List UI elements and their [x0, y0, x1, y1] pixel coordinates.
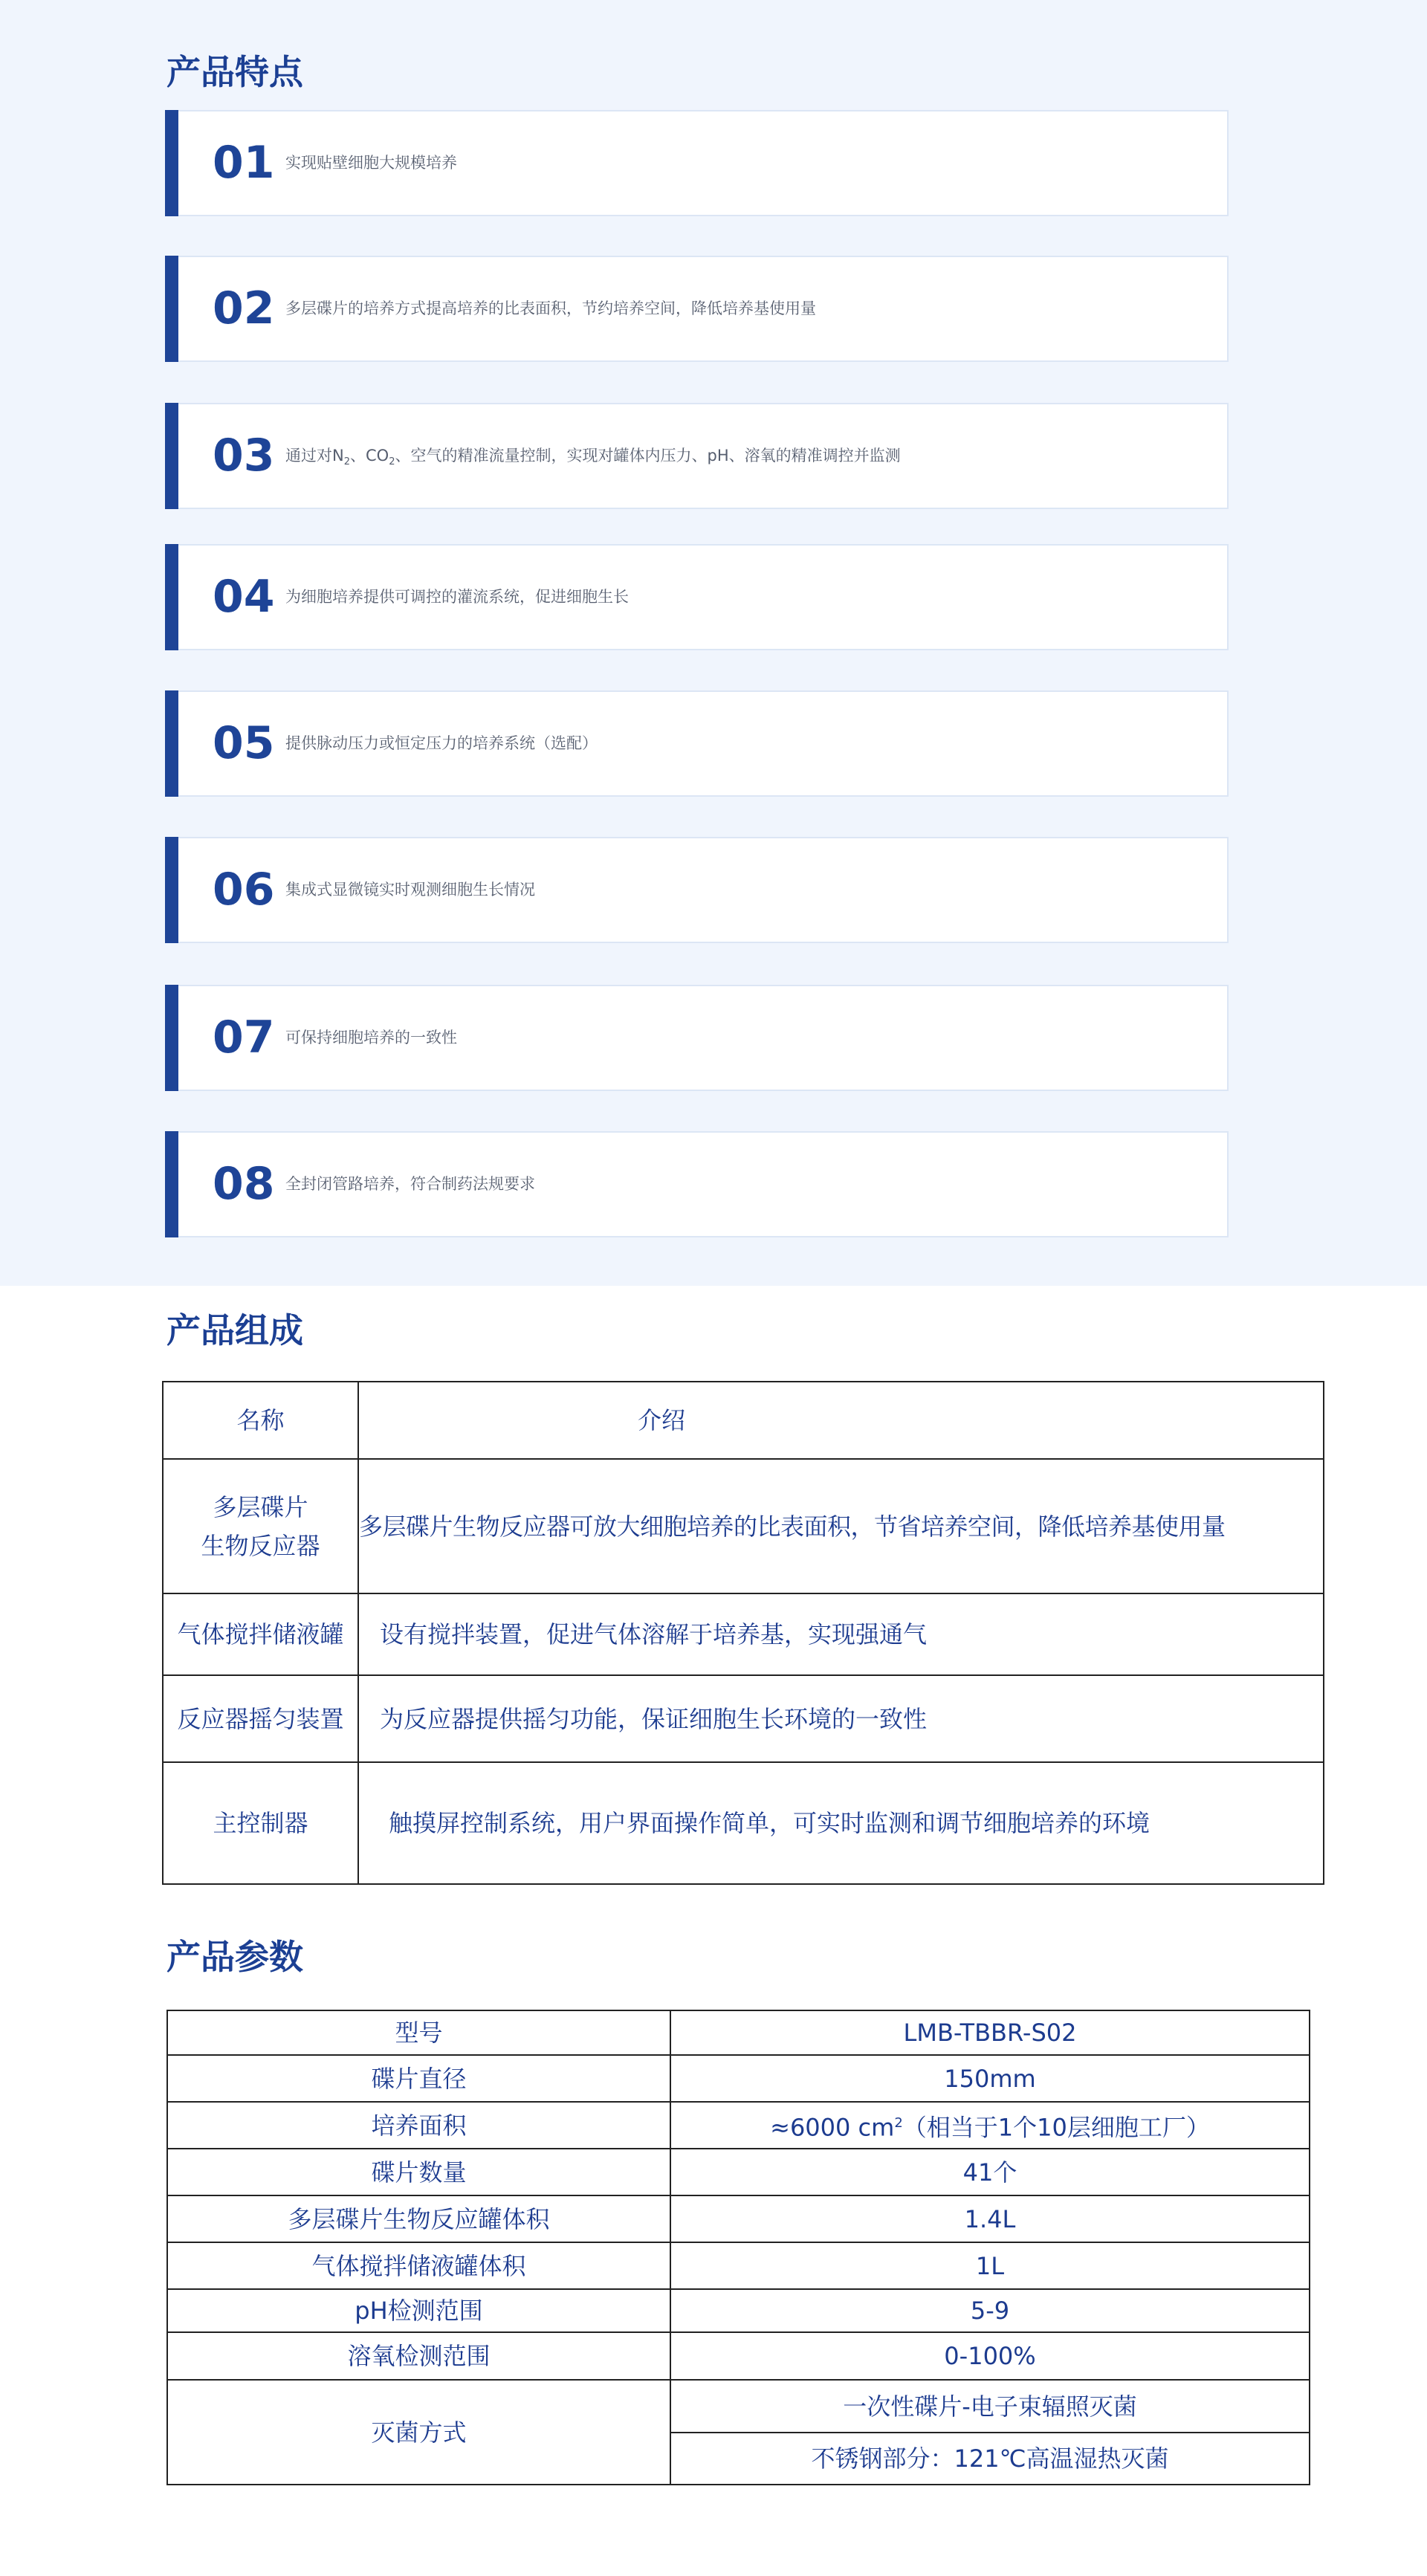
param-value: 0-100%: [670, 2332, 1310, 2380]
feature-card-08: [165, 1131, 1229, 1237]
component-intro: 设有搅拌装置，促进气体溶解于培养基，实现强通气: [358, 1593, 1324, 1675]
component-name: [163, 1459, 358, 1593]
component-name: 主控制器: [163, 1762, 358, 1884]
feature-card-07: [165, 985, 1229, 1091]
feature-card-04: [165, 544, 1229, 650]
table-row: [167, 2102, 1310, 2149]
component-intro: 触摸屏控制系统，用户界面操作简单，可实时监测和调节细胞培养的环境: [358, 1762, 1324, 1884]
params-table: [166, 2010, 1310, 2485]
feature-accent-bar: [165, 985, 178, 1091]
table-row: [163, 1675, 1324, 1762]
feature-text: 可保持细胞培养的一致性: [285, 1029, 457, 1046]
component-name: 反应器摇匀装置: [163, 1675, 358, 1762]
composition-table: [162, 1381, 1324, 1885]
param-label: 碟片数量: [167, 2149, 670, 2195]
feature-card-05: [165, 690, 1229, 797]
feature-card-02: [165, 256, 1229, 362]
feature-number: 06: [213, 864, 275, 916]
table-row: [167, 2195, 1310, 2242]
component-name-line: 多层碟片: [213, 1492, 308, 1521]
feature-text: 多层碟片的培养方式提高培养的比表面积，节约培养空间，降低培养基使用量: [285, 300, 816, 317]
feature-accent-bar: [165, 256, 178, 362]
feature-accent-bar: [165, 690, 178, 797]
param-label: pH检测范围: [167, 2289, 670, 2332]
feature-text-part: 、CO: [350, 447, 389, 465]
header-intro: 介绍: [358, 1382, 1324, 1459]
param-value: [670, 2102, 1310, 2149]
feature-accent-bar: [165, 403, 178, 509]
table-row: [167, 2380, 1310, 2433]
composition-title: 产品组成: [166, 1310, 303, 1350]
component-name-line: 生物反应器: [201, 1531, 320, 1560]
param-label: 多层碟片生物反应罐体积: [167, 2195, 670, 2242]
feature-number: 07: [213, 1012, 275, 1064]
param-value: 不锈钢部分：121℃高温湿热灭菌: [670, 2433, 1310, 2485]
feature-card-03: [165, 403, 1229, 509]
feature-card-06: [165, 837, 1229, 943]
param-label: 溶氧检测范围: [167, 2332, 670, 2380]
param-value-part: （相当于1个10层细胞工厂）: [902, 2113, 1210, 2142]
feature-accent-bar: [165, 1131, 178, 1237]
feature-accent-bar: [165, 837, 178, 943]
param-value: LMB-TBBR-S02: [670, 2010, 1310, 2055]
feature-number: 03: [213, 430, 275, 482]
superscript: 2: [894, 2114, 903, 2131]
table-row: [163, 1593, 1324, 1675]
feature-text-part: 通过对N: [285, 447, 344, 465]
component-intro: 多层碟片生物反应器可放大细胞培养的比表面积，节省培养空间，降低培养基使用量: [358, 1459, 1324, 1593]
param-label: 灭菌方式: [167, 2380, 670, 2485]
subscript: 2: [343, 456, 350, 468]
table-row: [163, 1762, 1324, 1884]
feature-text: [285, 404, 901, 508]
feature-number: 08: [213, 1158, 275, 1210]
feature-accent-bar: [165, 110, 178, 216]
param-label: 气体搅拌储液罐体积: [167, 2242, 670, 2289]
param-value-part: ≈6000 cm: [770, 2113, 895, 2142]
feature-accent-bar: [165, 544, 178, 650]
table-row: [167, 2055, 1310, 2102]
feature-text: 全封闭管路培养，符合制药法规要求: [285, 1175, 535, 1193]
feature-number: 05: [213, 717, 275, 769]
table-row: [163, 1459, 1324, 1593]
param-label: 培养面积: [167, 2102, 670, 2149]
params-title: 产品参数: [166, 1937, 303, 1977]
param-value: 150mm: [670, 2055, 1310, 2102]
param-label: 型号: [167, 2010, 670, 2055]
table-row: [167, 2149, 1310, 2195]
component-intro: 为反应器提供摇匀功能，保证细胞生长环境的一致性: [358, 1675, 1324, 1762]
component-name: 气体搅拌储液罐: [163, 1593, 358, 1675]
header-name: 名称: [163, 1382, 358, 1459]
table-row: [167, 2242, 1310, 2289]
table-row: [167, 2289, 1310, 2332]
param-value: 一次性碟片-电子束辐照灭菌: [670, 2380, 1310, 2433]
param-label: 碟片直径: [167, 2055, 670, 2102]
features-title: 产品特点: [166, 52, 303, 92]
param-value: 1L: [670, 2242, 1310, 2289]
subscript: 2: [389, 456, 395, 468]
feature-text: 为细胞培养提供可调控的灌流系统，促进细胞生长: [285, 588, 629, 606]
feature-text: 实现贴壁细胞大规模培养: [285, 154, 457, 172]
feature-number: 04: [213, 571, 275, 623]
feature-number: 01: [213, 137, 275, 189]
table-header-row: [163, 1382, 1324, 1459]
table-row: [167, 2332, 1310, 2380]
feature-card-01: [165, 110, 1229, 216]
feature-text: 提供脉动压力或恒定压力的培养系统（选配）: [285, 734, 598, 752]
param-value: 1.4L: [670, 2195, 1310, 2242]
param-value: 5-9: [670, 2289, 1310, 2332]
param-value: 41个: [670, 2149, 1310, 2195]
feature-number: 02: [213, 282, 275, 334]
feature-text-part: 、空气的精准流量控制，实现对罐体内压力、pH、溶氧的精准调控并监测: [395, 447, 901, 465]
feature-text: 集成式显微镜实时观测细胞生长情况: [285, 881, 535, 899]
table-row: [167, 2010, 1310, 2055]
